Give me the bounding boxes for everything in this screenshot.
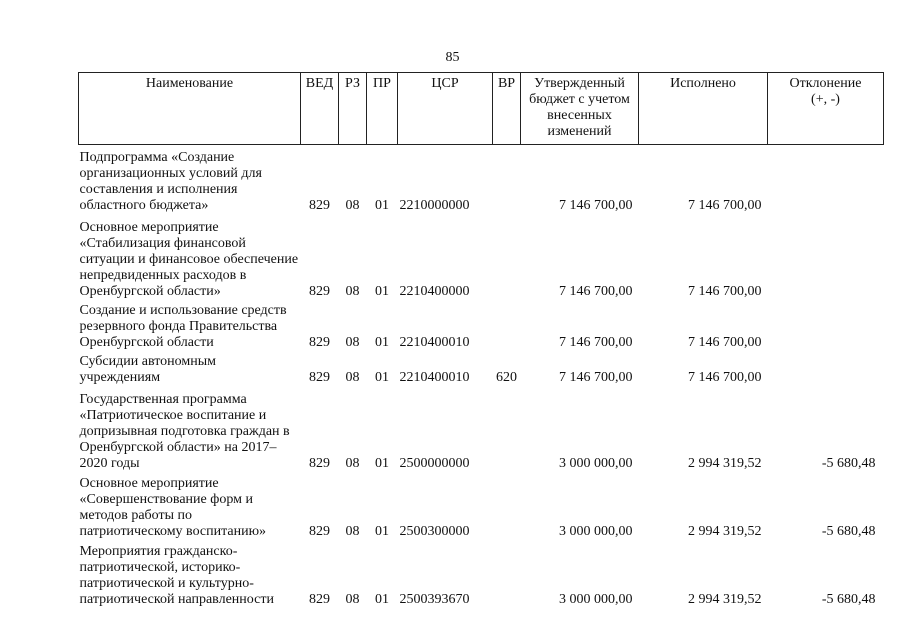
header-budget: Утвержденный бюджет с учетом внесенных изменений bbox=[521, 73, 639, 145]
table-row bbox=[79, 473, 884, 541]
table-row bbox=[79, 145, 884, 215]
table-row bbox=[79, 352, 884, 387]
row-name: Основное мероприятие «Совершенствование форм и методов работы по патриотическому воспитанию» bbox=[79, 475, 267, 539]
row-ved: 829 bbox=[309, 334, 330, 350]
row-budget: 3 000 000,00 bbox=[559, 523, 633, 539]
row-executed: 7 146 700,00 bbox=[688, 283, 762, 299]
table-row bbox=[79, 541, 884, 609]
row-name: Мероприятия гражданско-патриотической, историко-патриотической и культурно-патриотической направленности bbox=[79, 543, 274, 607]
row-rz: 08 bbox=[345, 197, 360, 213]
row-ved: 829 bbox=[309, 283, 330, 299]
row-executed: 2 994 319,52 bbox=[688, 523, 762, 539]
row-deviation bbox=[768, 352, 884, 387]
row-executed: 2 994 319,52 bbox=[688, 455, 762, 471]
row-pr: 01 bbox=[375, 455, 389, 471]
row-pr: 01 bbox=[375, 334, 389, 350]
header-executed: Исполнено bbox=[639, 73, 768, 145]
row-rz: 08 bbox=[345, 591, 360, 607]
row-vr bbox=[493, 215, 521, 301]
row-executed: 7 146 700,00 bbox=[688, 334, 762, 350]
table-row bbox=[79, 215, 884, 301]
header-vr: ВР bbox=[493, 73, 521, 145]
row-deviation: -5 680,48 bbox=[821, 455, 876, 471]
row-budget: 7 146 700,00 bbox=[559, 369, 633, 385]
row-csr: 2500300000 bbox=[399, 523, 470, 539]
row-csr: 2210000000 bbox=[399, 197, 470, 213]
row-vr bbox=[493, 387, 521, 473]
row-name: Основное мероприятие «Стабилизация финансовой ситуации и финансовое обеспечение непредвиденных расходов в Оренбургской области» bbox=[79, 219, 299, 299]
row-vr bbox=[493, 541, 521, 609]
row-ved: 829 bbox=[309, 369, 330, 385]
row-vr bbox=[493, 301, 521, 352]
row-ved: 829 bbox=[309, 523, 330, 539]
row-executed: 7 146 700,00 bbox=[688, 369, 762, 385]
row-rz: 08 bbox=[345, 455, 360, 471]
row-budget: 7 146 700,00 bbox=[559, 197, 633, 213]
header-rz: РЗ bbox=[339, 73, 367, 145]
row-vr bbox=[493, 473, 521, 541]
row-budget: 7 146 700,00 bbox=[559, 283, 633, 299]
row-csr: 2210400000 bbox=[399, 283, 470, 299]
row-pr: 01 bbox=[375, 197, 389, 213]
header-deviation: Отклонение (+, -) bbox=[768, 73, 884, 145]
table-row bbox=[79, 387, 884, 473]
row-rz: 08 bbox=[345, 334, 360, 350]
row-deviation bbox=[768, 215, 884, 301]
row-vr: 620 bbox=[496, 369, 517, 385]
row-ved: 829 bbox=[309, 591, 330, 607]
row-budget: 7 146 700,00 bbox=[559, 334, 633, 350]
header-name: Наименование bbox=[79, 73, 301, 145]
row-ved: 829 bbox=[309, 197, 330, 213]
row-deviation bbox=[768, 145, 884, 215]
row-rz: 08 bbox=[345, 523, 360, 539]
row-csr: 2500393670 bbox=[399, 591, 470, 607]
row-csr: 2500000000 bbox=[399, 455, 470, 471]
row-name: Подпрограмма «Создание организационных условий для составления и исполнения областного бюджета» bbox=[79, 149, 262, 213]
row-pr: 01 bbox=[375, 591, 389, 607]
row-vr bbox=[493, 145, 521, 215]
row-csr: 2210400010 bbox=[399, 369, 470, 385]
budget-table bbox=[78, 72, 884, 609]
row-name: Создание и использование средств резервного фонда Правительства Оренбургской области bbox=[79, 302, 287, 350]
row-pr: 01 bbox=[375, 283, 389, 299]
row-ved: 829 bbox=[309, 455, 330, 471]
row-budget: 3 000 000,00 bbox=[559, 455, 633, 471]
row-deviation: -5 680,48 bbox=[821, 591, 876, 607]
header-csr: ЦСР bbox=[398, 73, 493, 145]
header-pr: ПР bbox=[367, 73, 398, 145]
row-executed: 7 146 700,00 bbox=[688, 197, 762, 213]
row-name: Государственная программа «Патриотическое воспитание и допризывная подготовка граждан в Оренбургской области» на 2017–2020 годы bbox=[79, 391, 290, 471]
row-deviation: -5 680,48 bbox=[821, 523, 876, 539]
row-rz: 08 bbox=[345, 369, 360, 385]
row-pr: 01 bbox=[375, 523, 389, 539]
table-row bbox=[79, 301, 884, 352]
row-budget: 3 000 000,00 bbox=[559, 591, 633, 607]
row-rz: 08 bbox=[345, 283, 360, 299]
row-executed: 2 994 319,52 bbox=[688, 591, 762, 607]
table-header-row bbox=[79, 73, 884, 145]
header-ved: ВЕД bbox=[301, 73, 339, 145]
row-pr: 01 bbox=[375, 369, 389, 385]
row-deviation bbox=[768, 301, 884, 352]
page-number: 85 bbox=[445, 50, 460, 65]
row-name: Субсидии автономным учреждениям bbox=[79, 353, 216, 385]
row-csr: 2210400010 bbox=[399, 334, 470, 350]
